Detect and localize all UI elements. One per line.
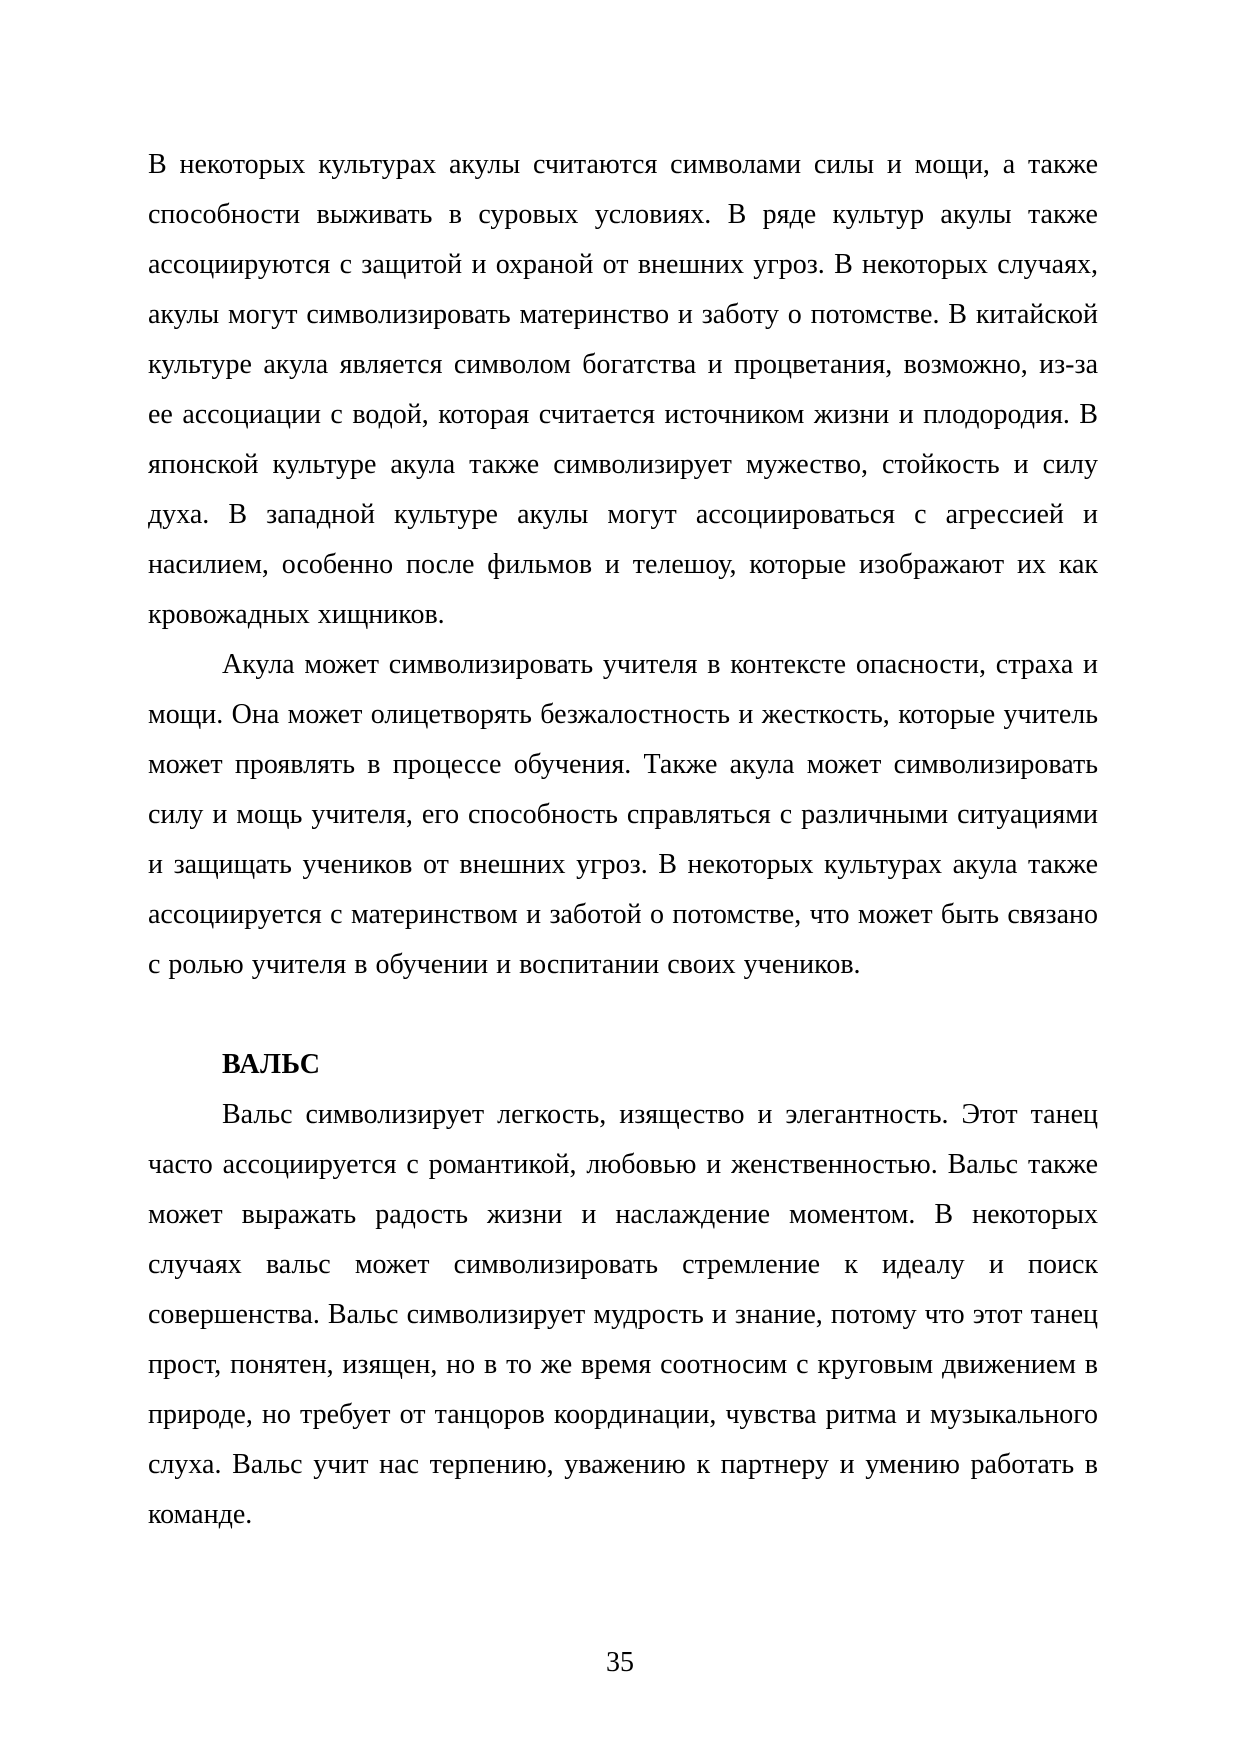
paragraph-sharks-in-cultures: В некоторых культурах акулы считаются символами силы и мощи, а также способности выживать в суровых условиях. В ряде культур акулы также ассоциируются с защитой и охраной от внешних угроз. В некоторых случаях, акулы могут символизировать материнство и заботу о потомстве. В китайской культуре акула является символом богатства и процветания, возможно, из-за ее ассоциации с водой, которая считается источником жизни и плодородия. В японской культуре акула также символизирует мужество, стойкость и силу духа. В западной культуре акулы могут ассоциироваться с агрессией и насилием, особенно после фильмов и телешоу, которые изображают их как кровожадных хищников.	[148, 149, 1098, 630]
page-number: 35	[606, 1647, 634, 1678]
paragraph-shark-as-teacher: Акула может символизировать учителя в контексте опасности, страха и мощи. Она может олицетворять безжалостность и жесткость, которые учитель может проявлять в процессе обучения. Также акула может символизировать силу и мощь учителя, его способность справляться с различными ситуациями и защищать учеников от внешних угроз. В некоторых культурах акула также ассоциируется с материнством и заботой о потомстве, что может быть связано с ролью учителя в обучении и воспитании своих учеников.	[148, 649, 1098, 980]
section-heading-waltz: ВАЛЬС	[222, 1049, 321, 1080]
paragraph-waltz-symbolism: Вальс символизирует легкость, изящество и элегантность. Этот танец часто ассоциируется с романтикой, любовью и женственностью. Вальс также может выражать радость жизни и наслаждение моментом. В некоторых случаях вальс может символизировать стремление к идеалу и поиск совершенства. Вальс символизирует мудрость и знание, потому что этот танец прост, понятен, изящен, но в то же время соотносим с круговым движением в природе, но требует от танцоров координации, чувства ритма и музыкального слуха. Вальс учит нас терпению, уважению к партнеру и умению работать в команде.	[148, 1099, 1098, 1530]
page-content	[148, 140, 1098, 1540]
